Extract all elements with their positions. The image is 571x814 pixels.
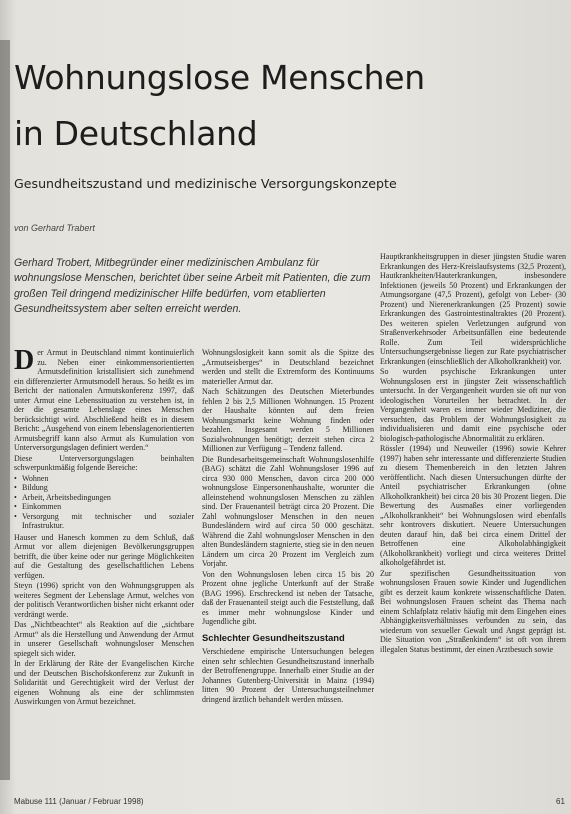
article-subtitle: Gesundheitszustand und medizinische Versorgungskonzepte: [14, 176, 397, 191]
paragraph: So wurden psychische Erkrankungen unter Wohnungslosen erst in jüngster Zeit wissenschaftlich untersucht. In der Vergangenheit wurden sie oft nur von ideologischen Vorurteilen her betrachtet. In der Vergangenheit waren es immer wieder Mediziner, die versuchten, das Problem der Wohnungslosigkeit zu individualisieren und damit eine psychische oder biologisch-pathologische Abnormalität zu erklären.: [380, 367, 566, 443]
list-item: • Einkommen: [14, 502, 194, 512]
paragraph: Von den Wohnungslosen leben circa 15 bis 20 Prozent ohne jegliche Unterkunft auf der Straße (BAG 1996). Erschreckend ist neben der Tatsache, daß der Frauenanteil steigt auch die Feststellung, daß es immer mehr wohnungslose Kinder und Jugendliche gibt.: [202, 569, 374, 626]
list-item: • Bildung: [14, 483, 194, 493]
text-column-1: [14, 348, 194, 776]
text-column-3: [380, 252, 566, 776]
title-line-2: in Deutschland: [14, 114, 258, 153]
paragraph: In der Erklärung der Räte der Evangelischen Kirche und der Deutschen Bischofskonferenz zur Zukunft in Solidarität und Gerechtigkeit wird der Verlust der eigenen Wohnung als eine der schlimmsten Auswirkungen von Armut bezeichnet.: [14, 659, 194, 706]
section-heading: Schlechter Gesundheitszustand: [202, 631, 345, 643]
author-line: von Gerhard Trabert: [14, 223, 95, 233]
paragraph: Nach Schätzungen des Deutschen Mieterbundes fehlen 2 bis 2,5 Millionen Wohnungen. 15 Prozent der Haushalte könnten auf dem freien Wohnungsmarkt keine Wohnung finden oder bezahlen. Insgesamt werden 5 Millionen Sozialwohnungen benötigt; derzeit stehen circa 2 Millionen zur Verfügung – Tendenz fallend.: [202, 387, 374, 453]
article-title: [14, 50, 425, 162]
paragraph-text: er Armut in Deutschland nimmt kontinuierlich zu. Neben einer einkommensorientierten Armutsdefinition kristallisiert sich zunehmend ein differenzierter Armutsmodell heraus. So heißt es im Bericht der nationalen Armutskonferenz 1997, daß unter Armut eine Lebenssituation zu verstehen ist, in der die gesamte Lebenslage eines Menschen berücksichtigt wird. Abschließend heißt es in diesem Bericht: „Ausgehend von einem lebenslagenorientierten Armutsbegriff kann also Armut als Kumulation von Unterversorgungslagen definiert werden.“: [14, 348, 194, 452]
title-line-1: Wohnungslose Menschen: [14, 58, 425, 97]
paragraph: Die Bundesarbeitsgemeinschaft Wohnungslosenhilfe (BAG) schätzt die Zahl Wohnungsloser 1996 auf circa 930 000 Menschen, davon circa 200 000 wohnungslose Einpersonenhaushalte, worunter die alleinstehend wohnungslosen Menschen zu zählen sind. Der Frauenanteil beträgt circa 20 Prozent. Die Zahl wohnungsloser Menschen in den neuen Bundesländern wird auf circa 50 000 geschätzt. Während die Zahl wohnungsloser Menschen in den alten Bundesländern stagnierte, stieg sie in den neuen Ländern um circa 20 Prozent im Vergleich zum Vorjahr.: [202, 454, 374, 568]
binding-edge: [0, 40, 10, 780]
paragraph: Wohnungslosigkeit kann somit als die Spitze des „Armutseisberges“ in Deutschland bezeichnet werden und stellt die Extremform des Kontinuums materieller Armut dar.: [202, 348, 374, 386]
paragraph: Hauptkrankheitsgruppen in dieser jüngsten Studie waren Erkrankungen des Herz-Kreislaufsystems (32,5 Prozent), Hautkrankheiten/Hauterkrankungen, insbesondere Infektionen (jeweils 50 Prozent) und Erkrankungen der Atmungsorgane (47,5 Prozent), gefolgt von Leber- (30 Prozent) und Nierenerkrankungen (25 Prozent) sowie Erkrankungen des Gastrointestinaltraktes (20 Prozent). Des weiteren spielen Verletzungen aufgrund von Straßenverkehrsoder Arbeitsunfällen eine bedeutende Rolle. Zum Teil widersprüchliche Untersuchungsergebnisse liegen zur Rate psychiatrischer Erkrankungen (einschließlich der Alkoholkrankheit) vor.: [380, 252, 566, 366]
paragraph: [14, 348, 194, 453]
paragraph: Steyn (1996) spricht von den Wohnungsgruppen als weiteres Segment der Lebenslage Armut, welches von der politisch Verantwortlichen bisher nicht erkannt oder verdrängt werde.: [14, 581, 194, 619]
footer-source: Mabuse 111 (Januar / Februar 1998): [14, 797, 144, 806]
paragraph: Verschiedene empirische Untersuchungen belegen einen sehr schlechten Gesundheitszustand innerhalb der Betroffenengruppe. Innerhalb einer Studie an der Johannes Gutenberg-Universität in Mainz (1994) litten 90 Prozent der Untersuchungsteilnehmer dringend ärztlich behandelt werden müssen.: [202, 647, 374, 704]
paragraph: Zur spezifischen Gesundheitssituation von wohnungslosen Frauen sowie Kinder und Jugendlichen gibt es derzeit kaum konkrete wissenschaftliche Daten. Bei wohnungslosen Frauen scheint das Thema nach einem Schlafplatz relativ häufig mit dem Eingehen eines Abhängigkeitsverhältnisses verbunden zu sein, das wiederum von sexueller Gewalt und Angst geprägt ist. Die Situation von „Straßenkindern“ ist oft von ihrem illegalen Status bestimmt, der einen Arztbesuch sowie: [380, 568, 566, 654]
list-item: • Wohnen: [14, 474, 194, 484]
paragraph: Rössler (1994) und Neuweiler (1996) sowie Kehrer (1997) haben sehr interessante und differenzierte Studien zu diesem Themenbereich in den letzten Jahren veröffentlicht. Nach diesen Untersuchungen dürfte der Anteil psychiatrischer Erkrankungen (ohne Alkoholkrankheit) bei circa 20 bis 30 Prozent liegen. Die Bewertung des Ausmaßes einer vorliegenden „Alkoholkrankheit“ bei Wohnungslosen wird ebenfalls sehr kontrovers diskutiert. Neuere Untersuchungen deuten darauf hin, daß bei circa einem Drittel der Betroffenen eine Alkoholabhängigkeit (Alkoholkrankheit) vorliegt und circa weiteres Drittel alkoholgefährdet ist.: [380, 444, 566, 567]
bullet-list: [14, 474, 194, 531]
text-column-2: [202, 348, 374, 776]
list-item: • Arbeit, Arbeitsbedingungen: [14, 493, 194, 503]
lead-paragraph: Gerhard Trobert, Mitbegründer einer medizinischen Ambulanz für wohnungslose Menschen, berichtet über seine Arbeit mit Patienten, die zum großen Teil dringend medizinischer Hilfe bedürfen, vom etablierten Gesundheitssystem aber selten erreicht werden.: [14, 257, 371, 316]
page-number: 61: [556, 797, 565, 806]
paragraph: Hauser und Hanesch kommen zu dem Schluß, daß Armut vor allem diejenigen Bevölkerungsgruppen betrifft, die über keine oder nur geringe Möglichkeiten auf die Gestaltung des gesellschaftlichen Lebens verfügen.: [14, 532, 194, 580]
paragraph: Das „Nichtbeachtet“ als Reaktion auf die „sichtbare Armut“ als die Herstellung und Anwendung der Armut in unserer Gesellschaft wohnungsloser Menschen spiegelt sich wider.: [14, 620, 194, 658]
paragraph: Diese Unterversorgungslagen beinhalten schwerpunktmäßig folgende Bereiche:: [14, 453, 194, 472]
drop-cap: D: [14, 348, 35, 376]
list-item: • Versorgung mit technischer und sozialer Infrastruktur.: [14, 512, 194, 531]
